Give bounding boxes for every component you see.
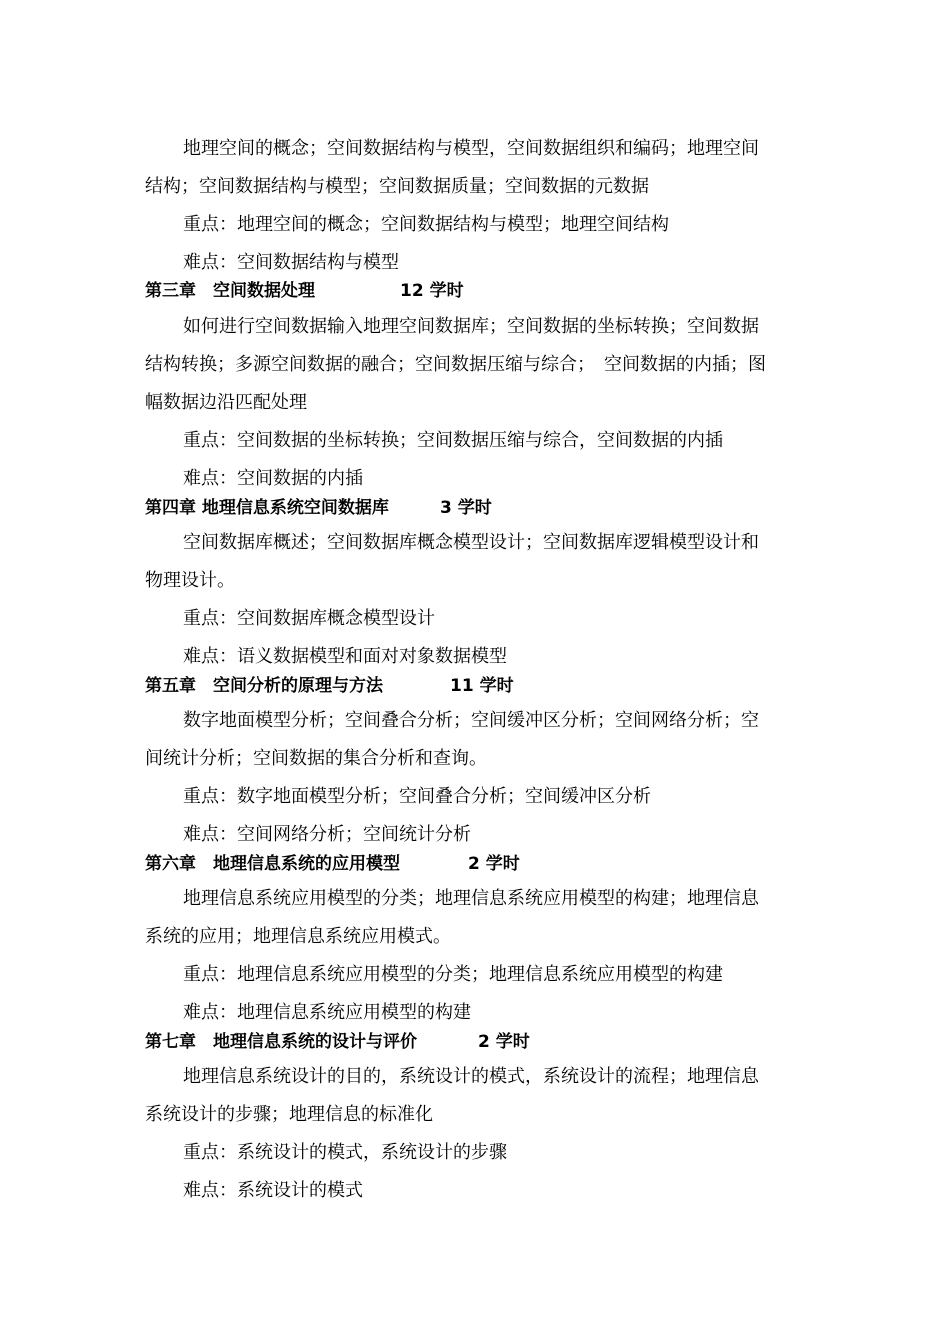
paragraph-line: 地理信息系统应用模型的分类；地理信息系统应用模型的构建；地理信息 — [183, 888, 759, 909]
paragraph-line: 系统设计的步骤；地理信息的标准化 — [145, 1104, 433, 1125]
paragraph-line: 如何进行空间数据输入地理空间数据库；空间数据的坐标转换；空间数据 — [183, 316, 759, 337]
chapter-title: 第五章 空间分析的原理与方法 — [145, 676, 383, 696]
difficult-points: 难点：空间数据的内插 — [183, 468, 363, 489]
chapter-title: 第三章 空间数据处理 — [145, 281, 315, 301]
paragraph-line: 间统计分析；空间数据的集合分析和查询。 — [145, 748, 487, 769]
paragraph-line: 空间数据库概述；空间数据库概念模型设计；空间数据库逻辑模型设计和 — [183, 532, 759, 553]
chapter-hours: 2 学时 — [468, 854, 520, 874]
paragraph-line: 地理空间的概念；空间数据结构与模型，空间数据组织和编码；地理空间 — [183, 138, 759, 159]
key-points: 重点：地理空间的概念；空间数据结构与模型；地理空间结构 — [183, 214, 669, 235]
chapter-heading — [145, 1030, 815, 1054]
key-points: 重点：空间数据的坐标转换；空间数据压缩与综合，空间数据的内插 — [183, 430, 723, 451]
paragraph-line: 系统的应用；地理信息系统应用模式。 — [145, 926, 451, 947]
difficult-points: 难点：地理信息系统应用模型的构建 — [183, 1002, 471, 1023]
key-points: 重点：地理信息系统应用模型的分类；地理信息系统应用模型的构建 — [183, 964, 723, 985]
difficult-points: 难点：空间数据结构与模型 — [183, 252, 399, 273]
chapter-title: 第七章 地理信息系统的设计与评价 — [145, 1032, 417, 1052]
difficult-points: 难点：语义数据模型和面对对象数据模型 — [183, 646, 507, 667]
paragraph-line: 地理信息系统设计的目的，系统设计的模式，系统设计的流程；地理信息 — [183, 1066, 759, 1087]
chapter-title: 第四章 地理信息系统空间数据库 — [145, 498, 389, 518]
chapter-heading — [145, 496, 815, 520]
chapter-heading — [145, 852, 815, 876]
chapter-heading — [145, 674, 815, 698]
chapter-hours: 3 学时 — [440, 498, 492, 518]
paragraph-line: 数字地面模型分析；空间叠合分析；空间缓冲区分析；空间网络分析；空 — [183, 710, 759, 731]
chapter-hours: 2 学时 — [478, 1032, 530, 1052]
paragraph-line: 幅数据边沿匹配处理 — [145, 392, 307, 413]
chapter-title: 第六章 地理信息系统的应用模型 — [145, 854, 400, 874]
chapter-hours: 12 学时 — [400, 281, 464, 301]
difficult-points: 难点：空间网络分析；空间统计分析 — [183, 824, 471, 845]
paragraph-line: 物理设计。 — [145, 570, 235, 591]
chapter-heading — [145, 279, 815, 303]
paragraph-line: 结构转换；多源空间数据的融合；空间数据压缩与综合； 空间数据的内插；图 — [145, 354, 766, 375]
chapter-hours: 11 学时 — [450, 676, 514, 696]
key-points: 重点：数字地面模型分析；空间叠合分析；空间缓冲区分析 — [183, 786, 651, 807]
difficult-points: 难点：系统设计的模式 — [183, 1180, 363, 1201]
key-points: 重点：系统设计的模式，系统设计的步骤 — [183, 1142, 507, 1163]
key-points: 重点：空间数据库概念模型设计 — [183, 608, 435, 629]
paragraph-line: 结构；空间数据结构与模型；空间数据质量；空间数据的元数据 — [145, 176, 649, 197]
